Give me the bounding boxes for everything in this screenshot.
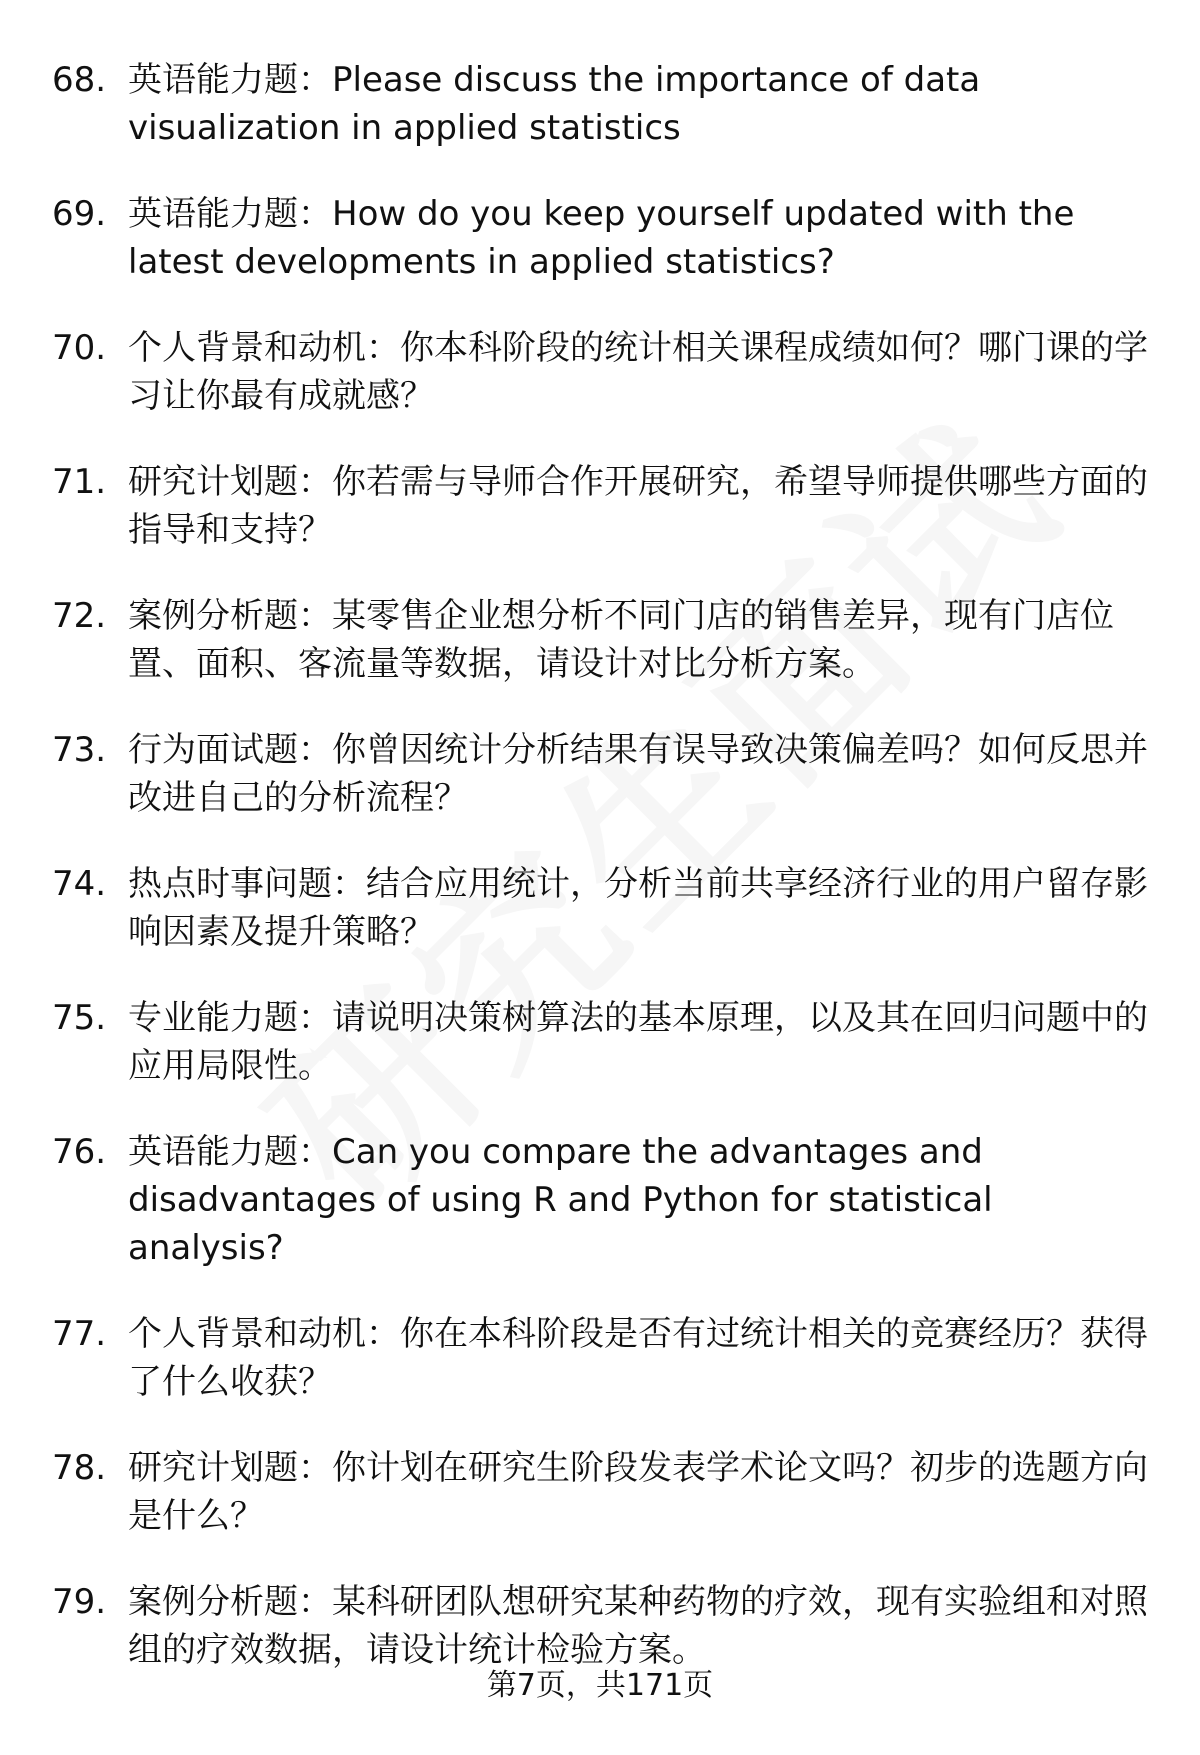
question-text: 个人背景和动机：你在本科阶段是否有过统计相关的竞赛经历？获得了什么收获？ (128, 1314, 1148, 1402)
question-number: 69. (52, 194, 107, 234)
question-text: 专业能力题：请说明决策树算法的基本原理，以及其在回归问题中的应用局限性。 (128, 998, 1148, 1086)
question-item (52, 994, 1152, 1090)
question-number: 74. (52, 864, 107, 904)
page-footer (0, 1666, 1200, 1706)
question-item (52, 324, 1152, 420)
question-item (52, 56, 1152, 152)
question-item (52, 726, 1152, 822)
page-number-label: 第7页，共171页 (486, 1668, 714, 1703)
question-item (52, 592, 1152, 688)
question-text: 案例分析题：某零售企业想分析不同门店的销售差异，现有门店位置、面积、客流量等数据，请设计对比分析方案。 (128, 596, 1114, 684)
question-item (52, 1578, 1152, 1674)
question-number: 78. (52, 1448, 107, 1488)
question-number: 73. (52, 730, 107, 770)
question-item (52, 1128, 1152, 1272)
question-item (52, 190, 1152, 286)
question-text: 案例分析题：某科研团队想研究某种药物的疗效，现有实验组和对照组的疗效数据，请设计统计检验方案。 (128, 1582, 1148, 1670)
question-text: 行为面试题：你曾因统计分析结果有误导致决策偏差吗？如何反思并改进自己的分析流程？ (128, 730, 1148, 818)
question-item (52, 458, 1152, 554)
question-number: 75. (52, 998, 107, 1038)
question-text: 英语能力题：Can you compare the advantages and disadvantages of using R and Python for statistical analysis? (128, 1132, 993, 1268)
question-number: 79. (52, 1582, 107, 1622)
question-number: 77. (52, 1314, 107, 1354)
question-number: 72. (52, 596, 107, 636)
question-number: 76. (52, 1132, 107, 1172)
question-item (52, 1444, 1152, 1540)
question-text: 英语能力题：How do you keep yourself updated with the latest developments in applied statistics? (128, 194, 1075, 282)
question-list (52, 56, 1152, 1712)
question-number: 71. (52, 462, 107, 502)
question-item (52, 860, 1152, 956)
question-item (52, 1310, 1152, 1406)
question-text: 研究计划题：你计划在研究生阶段发表学术论文吗？初步的选题方向是什么？ (128, 1448, 1148, 1536)
question-number: 68. (52, 60, 107, 100)
question-text: 英语能力题：Please discuss the importance of data visualization in applied statistics (128, 60, 981, 148)
question-text: 研究计划题：你若需与导师合作开展研究，希望导师提供哪些方面的指导和支持？ (128, 462, 1148, 550)
question-text: 个人背景和动机：你本科阶段的统计相关课程成绩如何？哪门课的学习让你最有成就感？ (128, 328, 1148, 416)
question-text: 热点时事问题：结合应用统计，分析当前共享经济行业的用户留存影响因素及提升策略？ (128, 864, 1148, 952)
question-number: 70. (52, 328, 107, 368)
